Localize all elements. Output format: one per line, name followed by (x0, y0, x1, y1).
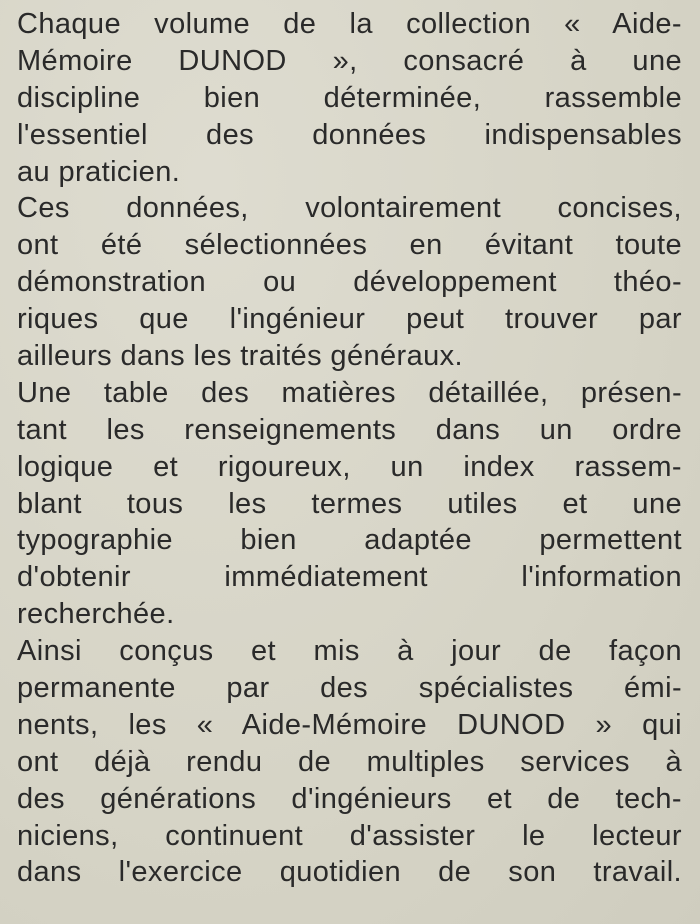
text-line: dans l'exercice quotidien de son travail. (17, 856, 682, 889)
paragraph-conclusion (17, 633, 682, 891)
paragraph-table-index (17, 375, 682, 633)
text-line: Mémoire DUNOD », consacré à une (17, 44, 682, 77)
text-line: au praticien. (17, 155, 181, 188)
text-line: Ainsi conçus et mis à jour de façon (17, 635, 682, 668)
text-line: démonstration ou développement théo- (17, 266, 682, 299)
text-line: Une table des matières détaillée, présen- (17, 376, 682, 409)
text-line: blant tous les termes utiles et une (17, 487, 682, 520)
text-line: tant les renseignements dans un ordre (17, 413, 682, 446)
paragraph-data-selection (17, 190, 682, 374)
text-line: ailleurs dans les traités généraux. (17, 340, 464, 373)
text-line: recherchée. (17, 598, 175, 631)
text-line: nents, les « Aide-Mémoire DUNOD » qui (17, 708, 682, 741)
text-line: riques que l'ingénieur peut trouver par (17, 303, 682, 336)
text-line: typographie bien adaptée permettent (17, 524, 682, 557)
text-line: des générations d'ingénieurs et de tech- (17, 782, 682, 815)
text-line: logique et rigoureux, un index rassem- (17, 450, 682, 483)
text-line: Chaque volume de la collection « Aide- (17, 8, 682, 40)
text-line: l'essentiel des données indispensables (17, 118, 682, 151)
text-line: d'obtenir immédiatement l'information (17, 561, 682, 594)
text-line: niciens, continuent d'assister le lecteur (17, 819, 682, 852)
text-line: ont déjà rendu de multiples services à (17, 745, 682, 778)
text-line: ont été sélectionnées en évitant toute (17, 229, 682, 262)
text-line: Ces données, volontairement concises, (17, 192, 682, 225)
text-line: permanente par des spécialistes émi- (17, 672, 682, 705)
text-line: discipline bien déterminée, rassemble (17, 81, 682, 114)
paragraph-collection-intro (17, 6, 682, 190)
